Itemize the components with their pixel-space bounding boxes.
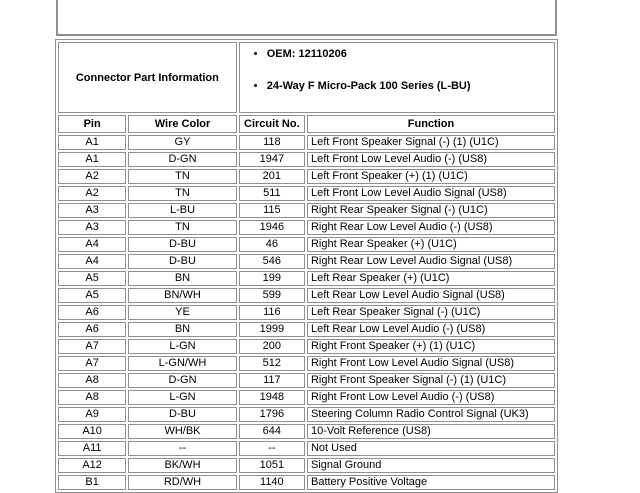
- table-row: [58, 135, 555, 150]
- connector-part-information-label: Connector Part Information: [58, 42, 237, 113]
- table-row: [58, 322, 555, 337]
- function-cell: Right Rear Speaker (+) (U1C): [307, 237, 555, 252]
- table-row: [58, 203, 555, 218]
- pin-cell: B1: [58, 475, 126, 490]
- pin-cell: A5: [58, 288, 126, 303]
- pin-cell: A2: [58, 186, 126, 201]
- connector-info-row: [58, 42, 555, 113]
- cutoff-table-remnant: [56, 0, 557, 36]
- function-cell: Right Front Low Level Audio Signal (US8): [307, 356, 555, 371]
- table-row: [58, 152, 555, 167]
- table-row: [58, 356, 555, 371]
- wire-color-cell: D-BU: [128, 237, 236, 252]
- pin-cell: A12: [58, 458, 126, 473]
- circuit-no-cell: 1947: [239, 152, 305, 167]
- function-column-header: Function: [307, 115, 555, 133]
- table-row: [58, 424, 555, 439]
- function-cell: Right Rear Low Level Audio (-) (US8): [307, 220, 555, 235]
- pin-cell: A1: [58, 135, 126, 150]
- wire-color-cell: D-GN: [128, 152, 236, 167]
- function-cell: 10-Volt Reference (US8): [307, 424, 555, 439]
- connector-detail-list: [267, 48, 551, 93]
- wire-color-cell: BN/WH: [128, 288, 236, 303]
- function-cell: Right Front Low Level Audio (-) (US8): [307, 390, 555, 405]
- table-row: [58, 288, 555, 303]
- circuit-no-cell: 1948: [239, 390, 305, 405]
- table-row: [58, 254, 555, 269]
- pin-cell: A10: [58, 424, 126, 439]
- function-cell: Steering Column Radio Control Signal (UK3): [307, 407, 555, 422]
- table-row: [58, 305, 555, 320]
- circuit-no-column-header: Circuit No.: [239, 115, 305, 133]
- function-cell: Not Used: [307, 441, 555, 456]
- table-row: [58, 339, 555, 354]
- circuit-no-cell: 199: [239, 271, 305, 286]
- function-cell: Right Front Speaker (+) (1) (U1C): [307, 339, 555, 354]
- wire-color-cell: L-GN: [128, 339, 236, 354]
- table-row: [58, 407, 555, 422]
- wire-color-column-header: Wire Color: [128, 115, 236, 133]
- pin-cell: A8: [58, 373, 126, 388]
- table-row: [58, 441, 555, 456]
- table-row: [58, 220, 555, 235]
- wire-color-cell: TN: [128, 186, 236, 201]
- table-row: [58, 186, 555, 201]
- table-row: [58, 475, 555, 490]
- pin-cell: A5: [58, 271, 126, 286]
- pin-cell: A3: [58, 203, 126, 218]
- pin-cell: A6: [58, 322, 126, 337]
- table-row: [58, 373, 555, 388]
- pin-cell: A11: [58, 441, 126, 456]
- function-cell: Left Rear Speaker (+) (U1C): [307, 271, 555, 286]
- circuit-no-cell: 546: [239, 254, 305, 269]
- function-cell: Left Front Low Level Audio Signal (US8): [307, 186, 555, 201]
- function-cell: Left Front Low Level Audio (-) (US8): [307, 152, 555, 167]
- connector-part-details-cell: [239, 42, 555, 113]
- pin-column-header: Pin: [58, 115, 126, 133]
- wire-color-cell: TN: [128, 220, 236, 235]
- wire-color-cell: YE: [128, 305, 236, 320]
- function-cell: Signal Ground: [307, 458, 555, 473]
- wire-color-cell: BN: [128, 271, 236, 286]
- circuit-no-cell: 1796: [239, 407, 305, 422]
- circuit-no-cell: 201: [239, 169, 305, 184]
- wire-color-cell: RD/WH: [128, 475, 236, 490]
- function-cell: Left Rear Speaker Signal (-) (U1C): [307, 305, 555, 320]
- circuit-no-cell: 116: [239, 305, 305, 320]
- circuit-no-cell: 118: [239, 135, 305, 150]
- wire-color-cell: D-BU: [128, 407, 236, 422]
- pin-cell: A8: [58, 390, 126, 405]
- function-cell: Left Rear Low Level Audio Signal (US8): [307, 288, 555, 303]
- pin-cell: A7: [58, 356, 126, 371]
- table-row: [58, 458, 555, 473]
- circuit-no-cell: --: [239, 441, 305, 456]
- wire-color-cell: GY: [128, 135, 236, 150]
- circuit-no-cell: 115: [239, 203, 305, 218]
- pin-cell: A2: [58, 169, 126, 184]
- circuit-no-cell: 512: [239, 356, 305, 371]
- table-row: [58, 271, 555, 286]
- circuit-no-cell: 1999: [239, 322, 305, 337]
- table-row: [58, 169, 555, 184]
- wire-color-cell: D-BU: [128, 254, 236, 269]
- circuit-no-cell: 46: [239, 237, 305, 252]
- wire-color-cell: --: [128, 441, 236, 456]
- column-header-row: [58, 115, 555, 133]
- function-cell: Left Front Speaker (+) (1) (U1C): [307, 169, 555, 184]
- function-cell: Left Rear Low Level Audio (-) (US8): [307, 322, 555, 337]
- circuit-no-cell: 511: [239, 186, 305, 201]
- pin-cell: A9: [58, 407, 126, 422]
- pin-cell: A1: [58, 152, 126, 167]
- pin-cell: A4: [58, 237, 126, 252]
- table-row: [58, 237, 555, 252]
- wire-color-cell: BK/WH: [128, 458, 236, 473]
- wire-color-cell: L-GN/WH: [128, 356, 236, 371]
- wire-color-cell: L-GN: [128, 390, 236, 405]
- wire-color-cell: BN: [128, 322, 236, 337]
- function-cell: Right Rear Low Level Audio Signal (US8): [307, 254, 555, 269]
- wire-color-cell: WH/BK: [128, 424, 236, 439]
- circuit-no-cell: 1051: [239, 458, 305, 473]
- wire-color-cell: D-GN: [128, 373, 236, 388]
- oem-number: • OEM: 12110206: [267, 48, 551, 61]
- function-cell: Right Rear Speaker Signal (-) (U1C): [307, 203, 555, 218]
- circuit-no-cell: 1946: [239, 220, 305, 235]
- circuit-no-cell: 117: [239, 373, 305, 388]
- connector-pinout-table: [55, 39, 558, 493]
- function-cell: Battery Positive Voltage: [307, 475, 555, 490]
- pin-cell: A6: [58, 305, 126, 320]
- circuit-no-cell: 599: [239, 288, 305, 303]
- connector-series: • 24-Way F Micro-Pack 100 Series (L-BU): [267, 80, 551, 93]
- table-row: [58, 390, 555, 405]
- circuit-no-cell: 1140: [239, 475, 305, 490]
- function-cell: Left Front Speaker Signal (-) (1) (U1C): [307, 135, 555, 150]
- circuit-no-cell: 200: [239, 339, 305, 354]
- pin-cell: A4: [58, 254, 126, 269]
- function-cell: Right Front Speaker Signal (-) (1) (U1C): [307, 373, 555, 388]
- wire-color-cell: TN: [128, 169, 236, 184]
- pin-cell: A7: [58, 339, 126, 354]
- wire-color-cell: L-BU: [128, 203, 236, 218]
- circuit-no-cell: 644: [239, 424, 305, 439]
- pinout-rows: [58, 135, 555, 490]
- pin-cell: A3: [58, 220, 126, 235]
